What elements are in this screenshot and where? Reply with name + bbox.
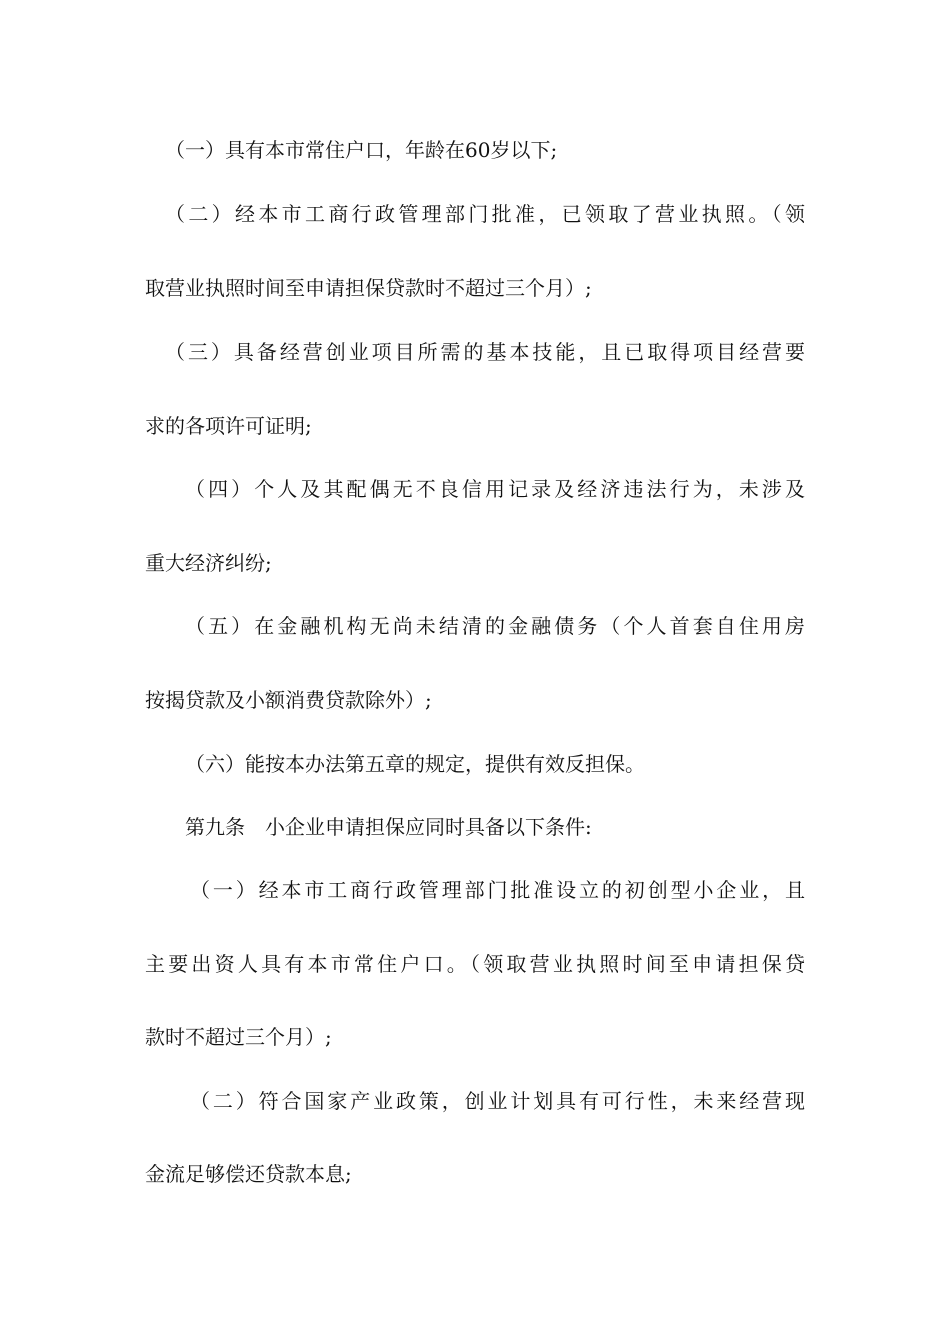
paragraph-line-4: （三）具备经营创业项目所需的基本技能，且已取得项目经营要 <box>165 340 805 364</box>
paragraph-line-10: （六）能按本办法第五章的规定，提供有效反担保。 <box>185 752 645 776</box>
paragraph-line-5: 求的各项许可证明; <box>145 414 312 438</box>
paragraph-line-1: （一）具有本市常住户口，年龄在60岁以下; <box>165 138 558 162</box>
paragraph-line-3: 取营业执照时间至申请担保贷款时不超过三个月）; <box>145 276 592 300</box>
paragraph-line-6: （四）个人及其配偶无不良信用记录及经济违法行为，未涉及 <box>185 477 805 501</box>
paragraph-line-15: （二）符合国家产业政策，创业计划具有可行性，未来经营现 <box>190 1089 805 1113</box>
paragraph-line-9: 按揭贷款及小额消费贷款除外）; <box>145 688 432 712</box>
paragraph-line-14: 款时不超过三个月）; <box>145 1025 332 1049</box>
paragraph-line-8: （五）在金融机构无尚未结清的金融债务（个人首套自住用房 <box>185 614 805 638</box>
paragraph-line-2: （二）经本市工商行政管理部门批准，已领取了营业执照。（领 <box>165 202 805 226</box>
paragraph-line-7: 重大经济纠纷; <box>145 551 272 575</box>
paragraph-line-13: 主要出资人具有本市常住户口。（领取营业执照时间至申请担保贷 <box>145 952 805 976</box>
article-heading-line: 第九条 小企业申请担保应同时具备以下条件: <box>185 815 592 839</box>
paragraph-line-16: 金流足够偿还贷款本息; <box>145 1162 352 1186</box>
paragraph-line-12: （一）经本市工商行政管理部门批准设立的初创型小企业，且 <box>190 878 805 902</box>
